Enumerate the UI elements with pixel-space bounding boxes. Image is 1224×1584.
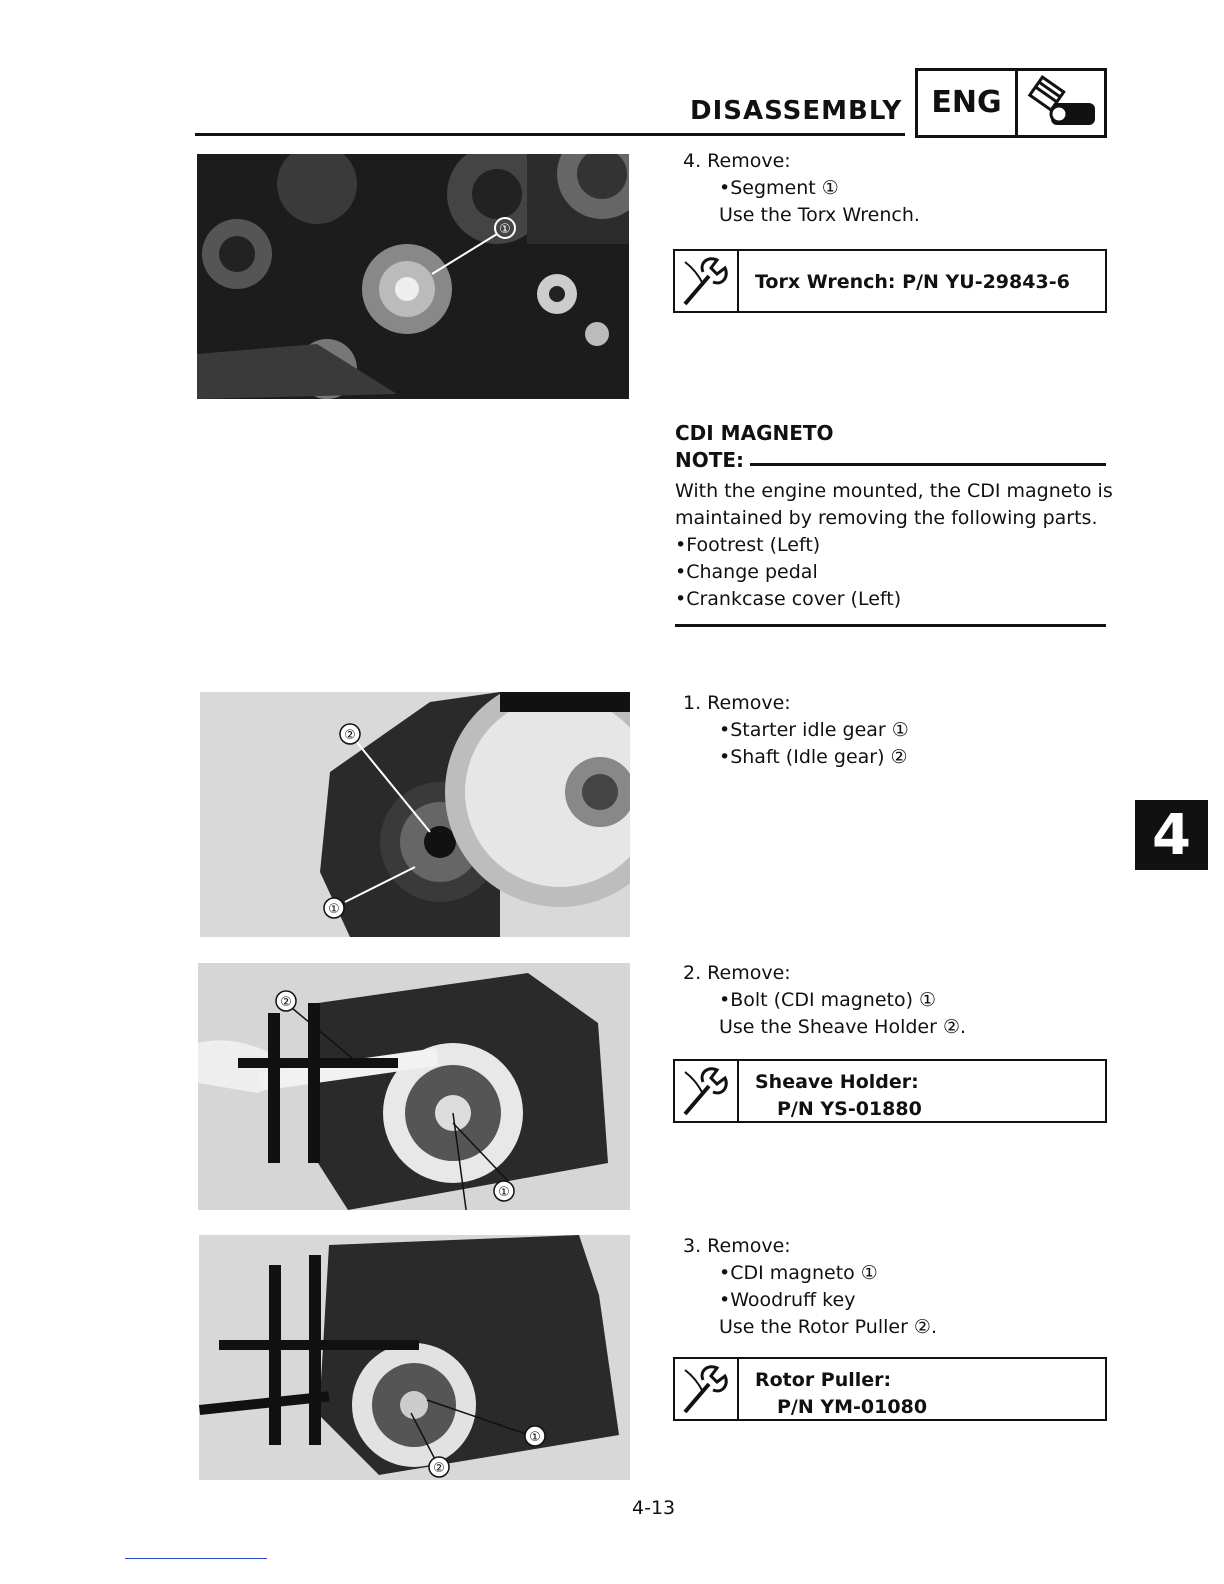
list-item: •Bolt (CDI magneto) ① [719,989,937,1011]
tool-part-number: P/N YS-01880 [777,1098,922,1120]
tool-name: Sheave Holder: [755,1071,919,1093]
step-1-block [683,690,909,771]
note-body [675,478,1113,613]
step-3-block [683,1233,937,1341]
photo-callout: ② [433,1461,445,1476]
step-label: 2. Remove: [683,962,791,984]
footer-rule [125,1558,267,1559]
step-label: 3. Remove: [683,1235,791,1257]
photo-sheave-holder [198,963,630,1210]
note-line: •Footrest (Left) [675,534,821,556]
note-end-rule [675,624,1106,627]
step-label: 4. Remove: [683,150,791,172]
photo-callout: ② [280,995,292,1010]
tool-name: Rotor Puller: [755,1369,892,1391]
special-tool-box [673,1059,1107,1123]
note-line: •Crankcase cover (Left) [675,588,902,610]
note-line: maintained by removing the following parts. [675,507,1098,529]
list-item: •Segment ① [719,177,839,199]
special-tool-wrench-icon [675,251,739,311]
list-item: •Woodruff key [719,1289,856,1311]
step-label: 1. Remove: [683,692,791,714]
instruction: Use the Torx Wrench. [719,204,920,226]
tool-text [739,1359,927,1419]
photo-segment [197,154,629,399]
step-4-block [683,148,920,229]
header-rule [195,133,905,136]
page-title: DISASSEMBLY [690,96,903,126]
section-badge [915,68,1107,138]
chapter-tab: 4 [1135,800,1208,870]
photo-callout: ① [499,222,511,237]
cdi-title: CDI MAGNETO [675,421,834,445]
photo-rotor-puller [199,1235,630,1480]
page-number: 4-13 [632,1497,676,1519]
special-tool-wrench-icon [675,1359,739,1419]
note-rule [750,463,1106,466]
eng-label: ENG [918,71,1018,135]
list-item: •Starter idle gear ① [719,719,909,741]
special-tool-box [673,1357,1107,1421]
list-item: •Shaft (Idle gear) ② [719,746,908,768]
note-line: With the engine mounted, the CDI magneto is [675,480,1113,502]
engine-piston-icon [1018,71,1104,135]
special-tool-box [673,249,1107,313]
instruction: Use the Rotor Puller ②. [719,1316,937,1338]
tool-part-number: P/N YM-01080 [777,1396,928,1418]
special-tool-wrench-icon [675,1061,739,1121]
note-label: NOTE: [675,448,745,472]
tool-name: Torx Wrench: P/N YU-29843-6 [755,271,1070,293]
step-2-block [683,960,966,1041]
photo-callout: ② [344,728,356,743]
instruction: Use the Sheave Holder ②. [719,1016,967,1038]
tool-text [739,1061,922,1121]
note-line: •Change pedal [675,561,818,583]
photo-callout: ① [328,902,340,917]
photo-callout: ① [529,1430,541,1445]
photo-starter-idle-gear [200,692,630,937]
photo-callout: ① [498,1185,510,1200]
list-item: •CDI magneto ① [719,1262,878,1284]
